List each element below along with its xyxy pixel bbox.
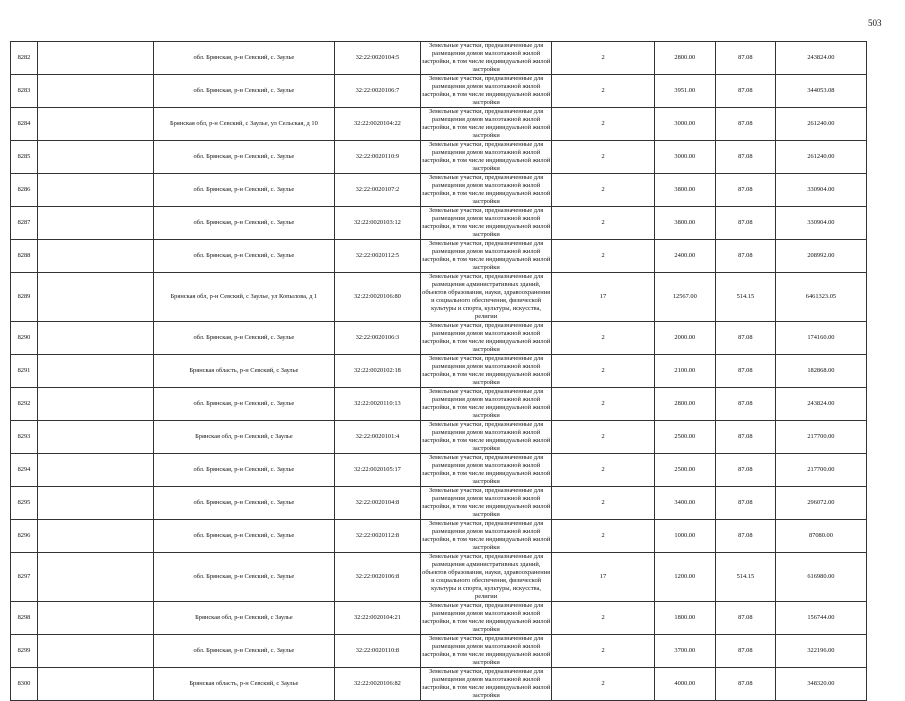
cadastral-value-cell: 217700.00	[775, 454, 866, 487]
rate-cell: 87.08	[715, 355, 775, 388]
rate-cell: 87.08	[715, 174, 775, 207]
rate-cell: 87.08	[715, 75, 775, 108]
table-row	[11, 487, 867, 520]
table-row	[11, 355, 867, 388]
area-cell: 3000.00	[654, 141, 715, 174]
cadastral-number-cell: 32:22:0020104:22	[334, 108, 420, 141]
area-cell: 3400.00	[654, 487, 715, 520]
land-use-cell: Земельные участки, предназначенные для размещения домов малоэтажной жилой застройки, в том числе индивидуальной жилой застройки	[421, 322, 551, 353]
empty-cell	[37, 75, 153, 108]
cadastral-number-cell: 32:22:0020104:21	[334, 602, 420, 635]
empty-cell	[37, 108, 153, 141]
area-cell: 3800.00	[654, 207, 715, 240]
row-number: 8286	[11, 174, 38, 207]
land-use-cell: Земельные участки, предназначенные для размещения домов малоэтажной жилой застройки, в том числе индивидуальной жилой застройки	[421, 355, 551, 386]
empty-cell	[37, 322, 153, 355]
empty-cell	[37, 487, 153, 520]
area-cell: 1200.00	[654, 553, 715, 602]
land-use-cell: Земельные участки, предназначенные для размещения домов малоэтажной жилой застройки, в том числе индивидуальной жилой застройки	[421, 174, 551, 205]
address-cell: Брянская обл, р-н Севский, с Заулье, ул Копылова, д 1	[153, 273, 334, 322]
row-number: 8300	[11, 668, 38, 701]
table-row	[11, 141, 867, 174]
cadastral-number-cell: 32:22:0020106:7	[334, 75, 420, 108]
rate-cell: 87.08	[715, 42, 775, 75]
table-row	[11, 322, 867, 355]
land-use-cell: Земельные участки, предназначенные для размещения домов малоэтажной жилой застройки, в том числе индивидуальной жилой застройки	[421, 602, 551, 633]
row-number: 8284	[11, 108, 38, 141]
empty-cell	[37, 602, 153, 635]
row-number: 8283	[11, 75, 38, 108]
group-cell: 2	[552, 108, 654, 141]
group-cell: 2	[552, 75, 654, 108]
cadastral-value-cell: 208992.00	[775, 240, 866, 273]
group-cell: 2	[552, 635, 654, 668]
row-number: 8295	[11, 487, 38, 520]
row-number: 8297	[11, 553, 38, 602]
cadastral-value-cell: 330904.00	[775, 174, 866, 207]
table-row	[11, 454, 867, 487]
land-registry-table	[10, 41, 867, 701]
area-cell: 3700.00	[654, 635, 715, 668]
group-cell: 2	[552, 421, 654, 454]
empty-cell	[37, 635, 153, 668]
table-row	[11, 108, 867, 141]
cadastral-value-cell: 348320.00	[775, 668, 866, 701]
rate-cell: 87.08	[715, 207, 775, 240]
cadastral-value-cell: 261240.00	[775, 108, 866, 141]
table-row	[11, 388, 867, 421]
rate-cell: 87.08	[715, 487, 775, 520]
cadastral-value-cell: 616980.00	[775, 553, 866, 602]
row-number: 8289	[11, 273, 38, 322]
row-number: 8292	[11, 388, 38, 421]
page-number: 503	[868, 18, 882, 28]
cadastral-number-cell: 32:22:0020106:80	[334, 273, 420, 322]
cadastral-value-cell: 243824.00	[775, 388, 866, 421]
land-use-cell: Земельные участки, предназначенные для размещения домов малоэтажной жилой застройки, в том числе индивидуальной жилой застройки	[421, 520, 551, 551]
land-use-cell: Земельные участки, предназначенные для размещения домов малоэтажной жилой застройки, в том числе индивидуальной жилой застройки	[421, 141, 551, 172]
cadastral-value-cell: 243824.00	[775, 42, 866, 75]
address-cell: обл. Брянская, р-н Севский, с. Заулье	[153, 75, 334, 108]
empty-cell	[37, 668, 153, 701]
rate-cell: 87.08	[715, 668, 775, 701]
cadastral-value-cell: 330904.00	[775, 207, 866, 240]
area-cell: 2800.00	[654, 388, 715, 421]
address-cell: обл. Брянская, р-н Севский, с. Заулье	[153, 240, 334, 273]
row-number: 8298	[11, 602, 38, 635]
rate-cell: 87.08	[715, 520, 775, 553]
cadastral-number-cell: 32:22:0020104:8	[334, 487, 420, 520]
address-cell: обл. Брянская, р-н Севский, с. Заулье	[153, 42, 334, 75]
land-use-cell: Земельные участки, предназначенные для размещения административных зданий, объектов образования, науки, здравоохранения и социального обеспечения, физической культуры и спорта, культуры, искусства, религии	[422, 553, 551, 600]
cadastral-value-cell: 6461323.05	[775, 273, 866, 322]
cadastral-number-cell: 32:22:0020105:17	[334, 454, 420, 487]
group-cell: 2	[552, 322, 654, 355]
land-use-cell: Земельные участки, предназначенные для размещения домов малоэтажной жилой застройки, в том числе индивидуальной жилой застройки	[421, 240, 551, 271]
group-cell: 2	[552, 487, 654, 520]
land-use-cell: Земельные участки, предназначенные для размещения административных зданий, объектов образования, науки, здравоохранения и социального обеспечения, физической культуры и спорта, культуры, искусства, религии	[422, 273, 551, 320]
row-number: 8285	[11, 141, 38, 174]
row-number: 8296	[11, 520, 38, 553]
land-use-cell: Земельные участки, предназначенные для размещения домов малоэтажной жилой застройки, в том числе индивидуальной жилой застройки	[421, 487, 551, 518]
rate-cell: 514.15	[715, 553, 775, 602]
cadastral-number-cell: 32:22:0020101:4	[334, 421, 420, 454]
address-cell: обл. Брянская, р-н Севский, с. Заулье	[153, 454, 334, 487]
cadastral-value-cell: 261240.00	[775, 141, 866, 174]
area-cell: 2500.00	[654, 421, 715, 454]
cadastral-value-cell: 182868.00	[775, 355, 866, 388]
row-number: 8294	[11, 454, 38, 487]
land-use-cell: Земельные участки, предназначенные для размещения домов малоэтажной жилой застройки, в том числе индивидуальной жилой застройки	[421, 421, 551, 452]
empty-cell	[37, 553, 153, 602]
group-cell: 17	[552, 553, 654, 602]
address-cell: обл. Брянская, р-н Севский, с. Заулье	[153, 388, 334, 421]
group-cell: 2	[552, 141, 654, 174]
table-row	[11, 635, 867, 668]
empty-cell	[37, 141, 153, 174]
rate-cell: 87.08	[715, 602, 775, 635]
cadastral-number-cell: 32:22:0020110:8	[334, 635, 420, 668]
row-number: 8288	[11, 240, 38, 273]
area-cell: 12567.00	[654, 273, 715, 322]
group-cell: 17	[552, 273, 654, 322]
group-cell: 2	[552, 668, 654, 701]
group-cell: 2	[552, 602, 654, 635]
address-cell: Брянская обл, р-н Севский, с Заулье, ул Сельская, д 10	[153, 108, 334, 141]
row-number: 8291	[11, 355, 38, 388]
row-number: 8293	[11, 421, 38, 454]
row-number: 8282	[11, 42, 38, 75]
address-cell: обл. Брянская, р-н Севский, с. Заулье	[153, 553, 334, 602]
area-cell: 2000.00	[654, 322, 715, 355]
address-cell: Брянская обл, р-н Севский, с Заулье	[153, 602, 334, 635]
empty-cell	[37, 520, 153, 553]
group-cell: 2	[552, 42, 654, 75]
rate-cell: 87.08	[715, 388, 775, 421]
cadastral-number-cell: 32:22:0020112:8	[334, 520, 420, 553]
row-number: 8290	[11, 322, 38, 355]
cadastral-value-cell: 296072.00	[775, 487, 866, 520]
area-cell: 3951.00	[654, 75, 715, 108]
rate-cell: 514.15	[715, 273, 775, 322]
land-use-cell: Земельные участки, предназначенные для размещения домов малоэтажной жилой застройки, в том числе индивидуальной жилой застройки	[421, 388, 551, 419]
table-row	[11, 520, 867, 553]
land-use-cell: Земельные участки, предназначенные для размещения домов малоэтажной жилой застройки, в том числе индивидуальной жилой застройки	[421, 42, 551, 73]
address-cell: обл. Брянская, р-н Севский, с. Заулье	[153, 207, 334, 240]
empty-cell	[37, 355, 153, 388]
area-cell: 1800.00	[654, 602, 715, 635]
area-cell: 4000.00	[654, 668, 715, 701]
land-use-cell: Земельные участки, предназначенные для размещения домов малоэтажной жилой застройки, в том числе индивидуальной жилой застройки	[421, 75, 551, 106]
group-cell: 2	[552, 355, 654, 388]
group-cell: 2	[552, 240, 654, 273]
cadastral-number-cell: 32:22:0020107:2	[334, 174, 420, 207]
land-use-cell: Земельные участки, предназначенные для размещения домов малоэтажной жилой застройки, в том числе индивидуальной жилой застройки	[421, 668, 551, 699]
address-cell: Брянская обл, р-н Севский, с Заулье	[153, 421, 334, 454]
address-cell: обл. Брянская, р-н Севский, с. Заулье	[153, 322, 334, 355]
address-cell: обл. Брянская, р-н Севский, с. Заулье	[153, 141, 334, 174]
cadastral-value-cell: 156744.00	[775, 602, 866, 635]
table-row	[11, 207, 867, 240]
land-use-cell: Земельные участки, предназначенные для размещения домов малоэтажной жилой застройки, в том числе индивидуальной жилой застройки	[421, 108, 551, 139]
area-cell: 1000.00	[654, 520, 715, 553]
cadastral-number-cell: 32:22:0020106:82	[334, 668, 420, 701]
empty-cell	[37, 240, 153, 273]
cadastral-value-cell: 174160.00	[775, 322, 866, 355]
row-number: 8287	[11, 207, 38, 240]
empty-cell	[37, 42, 153, 75]
cadastral-number-cell: 32:22:0020104:5	[334, 42, 420, 75]
cadastral-value-cell: 87080.00	[775, 520, 866, 553]
area-cell: 2100.00	[654, 355, 715, 388]
address-cell: Брянская область, р-н Севский, с Заулье	[153, 355, 334, 388]
group-cell: 2	[552, 454, 654, 487]
rate-cell: 87.08	[715, 141, 775, 174]
group-cell: 2	[552, 174, 654, 207]
empty-cell	[37, 388, 153, 421]
row-number: 8299	[11, 635, 38, 668]
address-cell: обл. Брянская, р-н Севский, с. Заулье	[153, 487, 334, 520]
area-cell: 3000.00	[654, 108, 715, 141]
group-cell: 2	[552, 520, 654, 553]
rate-cell: 87.08	[715, 454, 775, 487]
table-row	[11, 273, 867, 322]
table-row	[11, 75, 867, 108]
empty-cell	[37, 174, 153, 207]
empty-cell	[37, 454, 153, 487]
table-body	[11, 42, 867, 701]
table-row	[11, 240, 867, 273]
rate-cell: 87.08	[715, 240, 775, 273]
area-cell: 2500.00	[654, 454, 715, 487]
table-row	[11, 421, 867, 454]
area-cell: 3800.00	[654, 174, 715, 207]
land-use-cell: Земельные участки, предназначенные для размещения домов малоэтажной жилой застройки, в том числе индивидуальной жилой застройки	[421, 454, 551, 485]
land-use-cell: Земельные участки, предназначенные для размещения домов малоэтажной жилой застройки, в том числе индивидуальной жилой застройки	[421, 635, 551, 666]
address-cell: обл. Брянская, р-н Севский, с. Заулье	[153, 520, 334, 553]
land-use-cell: Земельные участки, предназначенные для размещения домов малоэтажной жилой застройки, в том числе индивидуальной жилой застройки	[421, 207, 551, 238]
area-cell: 2400.00	[654, 240, 715, 273]
cadastral-number-cell: 32:22:0020106:3	[334, 322, 420, 355]
empty-cell	[37, 207, 153, 240]
empty-cell	[37, 273, 153, 322]
cadastral-number-cell: 32:22:0020110:9	[334, 141, 420, 174]
cadastral-number-cell: 32:22:0020102:18	[334, 355, 420, 388]
rate-cell: 87.08	[715, 421, 775, 454]
cadastral-value-cell: 344053.08	[775, 75, 866, 108]
rate-cell: 87.08	[715, 108, 775, 141]
cadastral-number-cell: 32:22:0020103:12	[334, 207, 420, 240]
address-cell: Брянская область, р-н Севский, с Заулье	[153, 668, 334, 701]
group-cell: 2	[552, 388, 654, 421]
cadastral-value-cell: 322196.00	[775, 635, 866, 668]
group-cell: 2	[552, 207, 654, 240]
area-cell: 2800.00	[654, 42, 715, 75]
cadastral-number-cell: 32:22:0020106:8	[334, 553, 420, 602]
rate-cell: 87.08	[715, 635, 775, 668]
table-row	[11, 602, 867, 635]
table-row	[11, 174, 867, 207]
empty-cell	[37, 421, 153, 454]
address-cell: обл. Брянская, р-н Севский, с. Заулье	[153, 635, 334, 668]
table-row	[11, 553, 867, 602]
cadastral-number-cell: 32:22:0020112:5	[334, 240, 420, 273]
table-row	[11, 668, 867, 701]
address-cell: обл. Брянская, р-н Севский, с. Заулье	[153, 174, 334, 207]
cadastral-value-cell: 217700.00	[775, 421, 866, 454]
table-row	[11, 42, 867, 75]
cadastral-number-cell: 32:22:0020110:13	[334, 388, 420, 421]
rate-cell: 87.08	[715, 322, 775, 355]
